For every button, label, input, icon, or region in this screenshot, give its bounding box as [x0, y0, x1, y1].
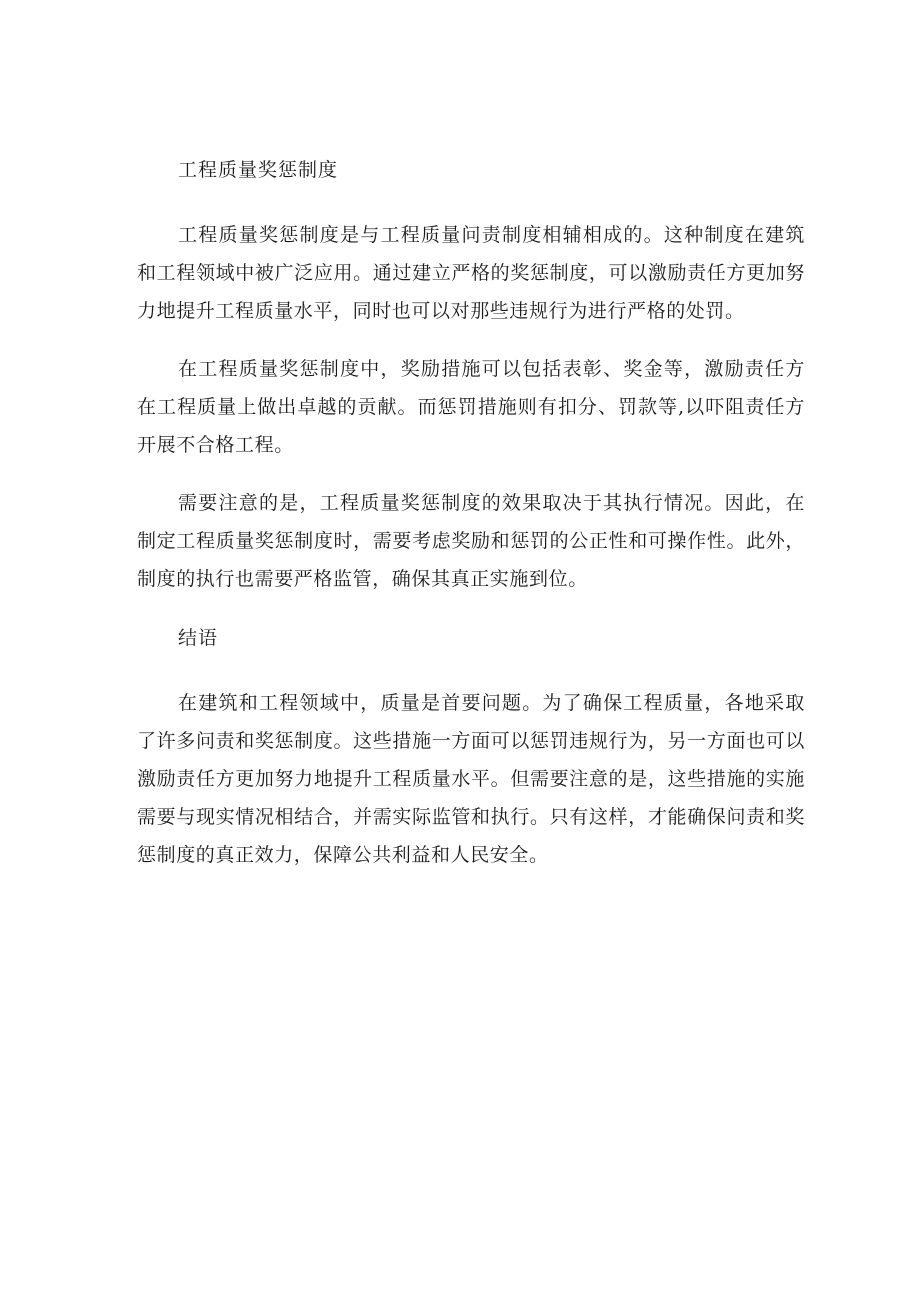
section-heading-conclusion: 结语: [178, 627, 219, 649]
paragraph-intro: 工程质量奖惩制度是与工程质量问责制度相辅相成的。这种制度在建筑和工程领域中被广泛应用。通过建立严格的奖惩制度，可以激励责任方更加努力地提升工程质量水平，同时也可以对那些违规行为进行严格的处罚。: [137, 224, 805, 322]
paragraph-notes: 需要注意的是，工程质量奖惩制度的效果取决于其执行情况。因此，在制定工程质量奖惩制度时，需要考虑奖励和惩罚的公正性和可操作性。此外，制度的执行也需要严格监管，确保其真正实施到位。: [137, 492, 805, 590]
paragraph-conclusion: 在建筑和工程领域中，质量是首要问题。为了确保工程质量，各地采取了许多问责和奖惩制度。这些措施一方面可以惩罚违规行为，另一方面也可以激励责任方更加努力地提升工程质量水平。但需要注意的是，这些措施的实施需要与现实情况相结合，并需实际监管和执行。只有这样，才能确保问责和奖惩制度的真正效力，保障公共利益和人民安全。: [137, 692, 805, 866]
paragraph-measures: 在工程质量奖惩制度中，奖励措施可以包括表彰、奖金等，激励责任方在工程质量上做出卓越的贡献。而惩罚措施则有扣分、罚款等,以吓阻责任方开展不合格工程。: [137, 358, 805, 456]
document-page: [137, 150, 805, 894]
section-heading-reward-punishment: 工程质量奖惩制度: [178, 159, 339, 181]
